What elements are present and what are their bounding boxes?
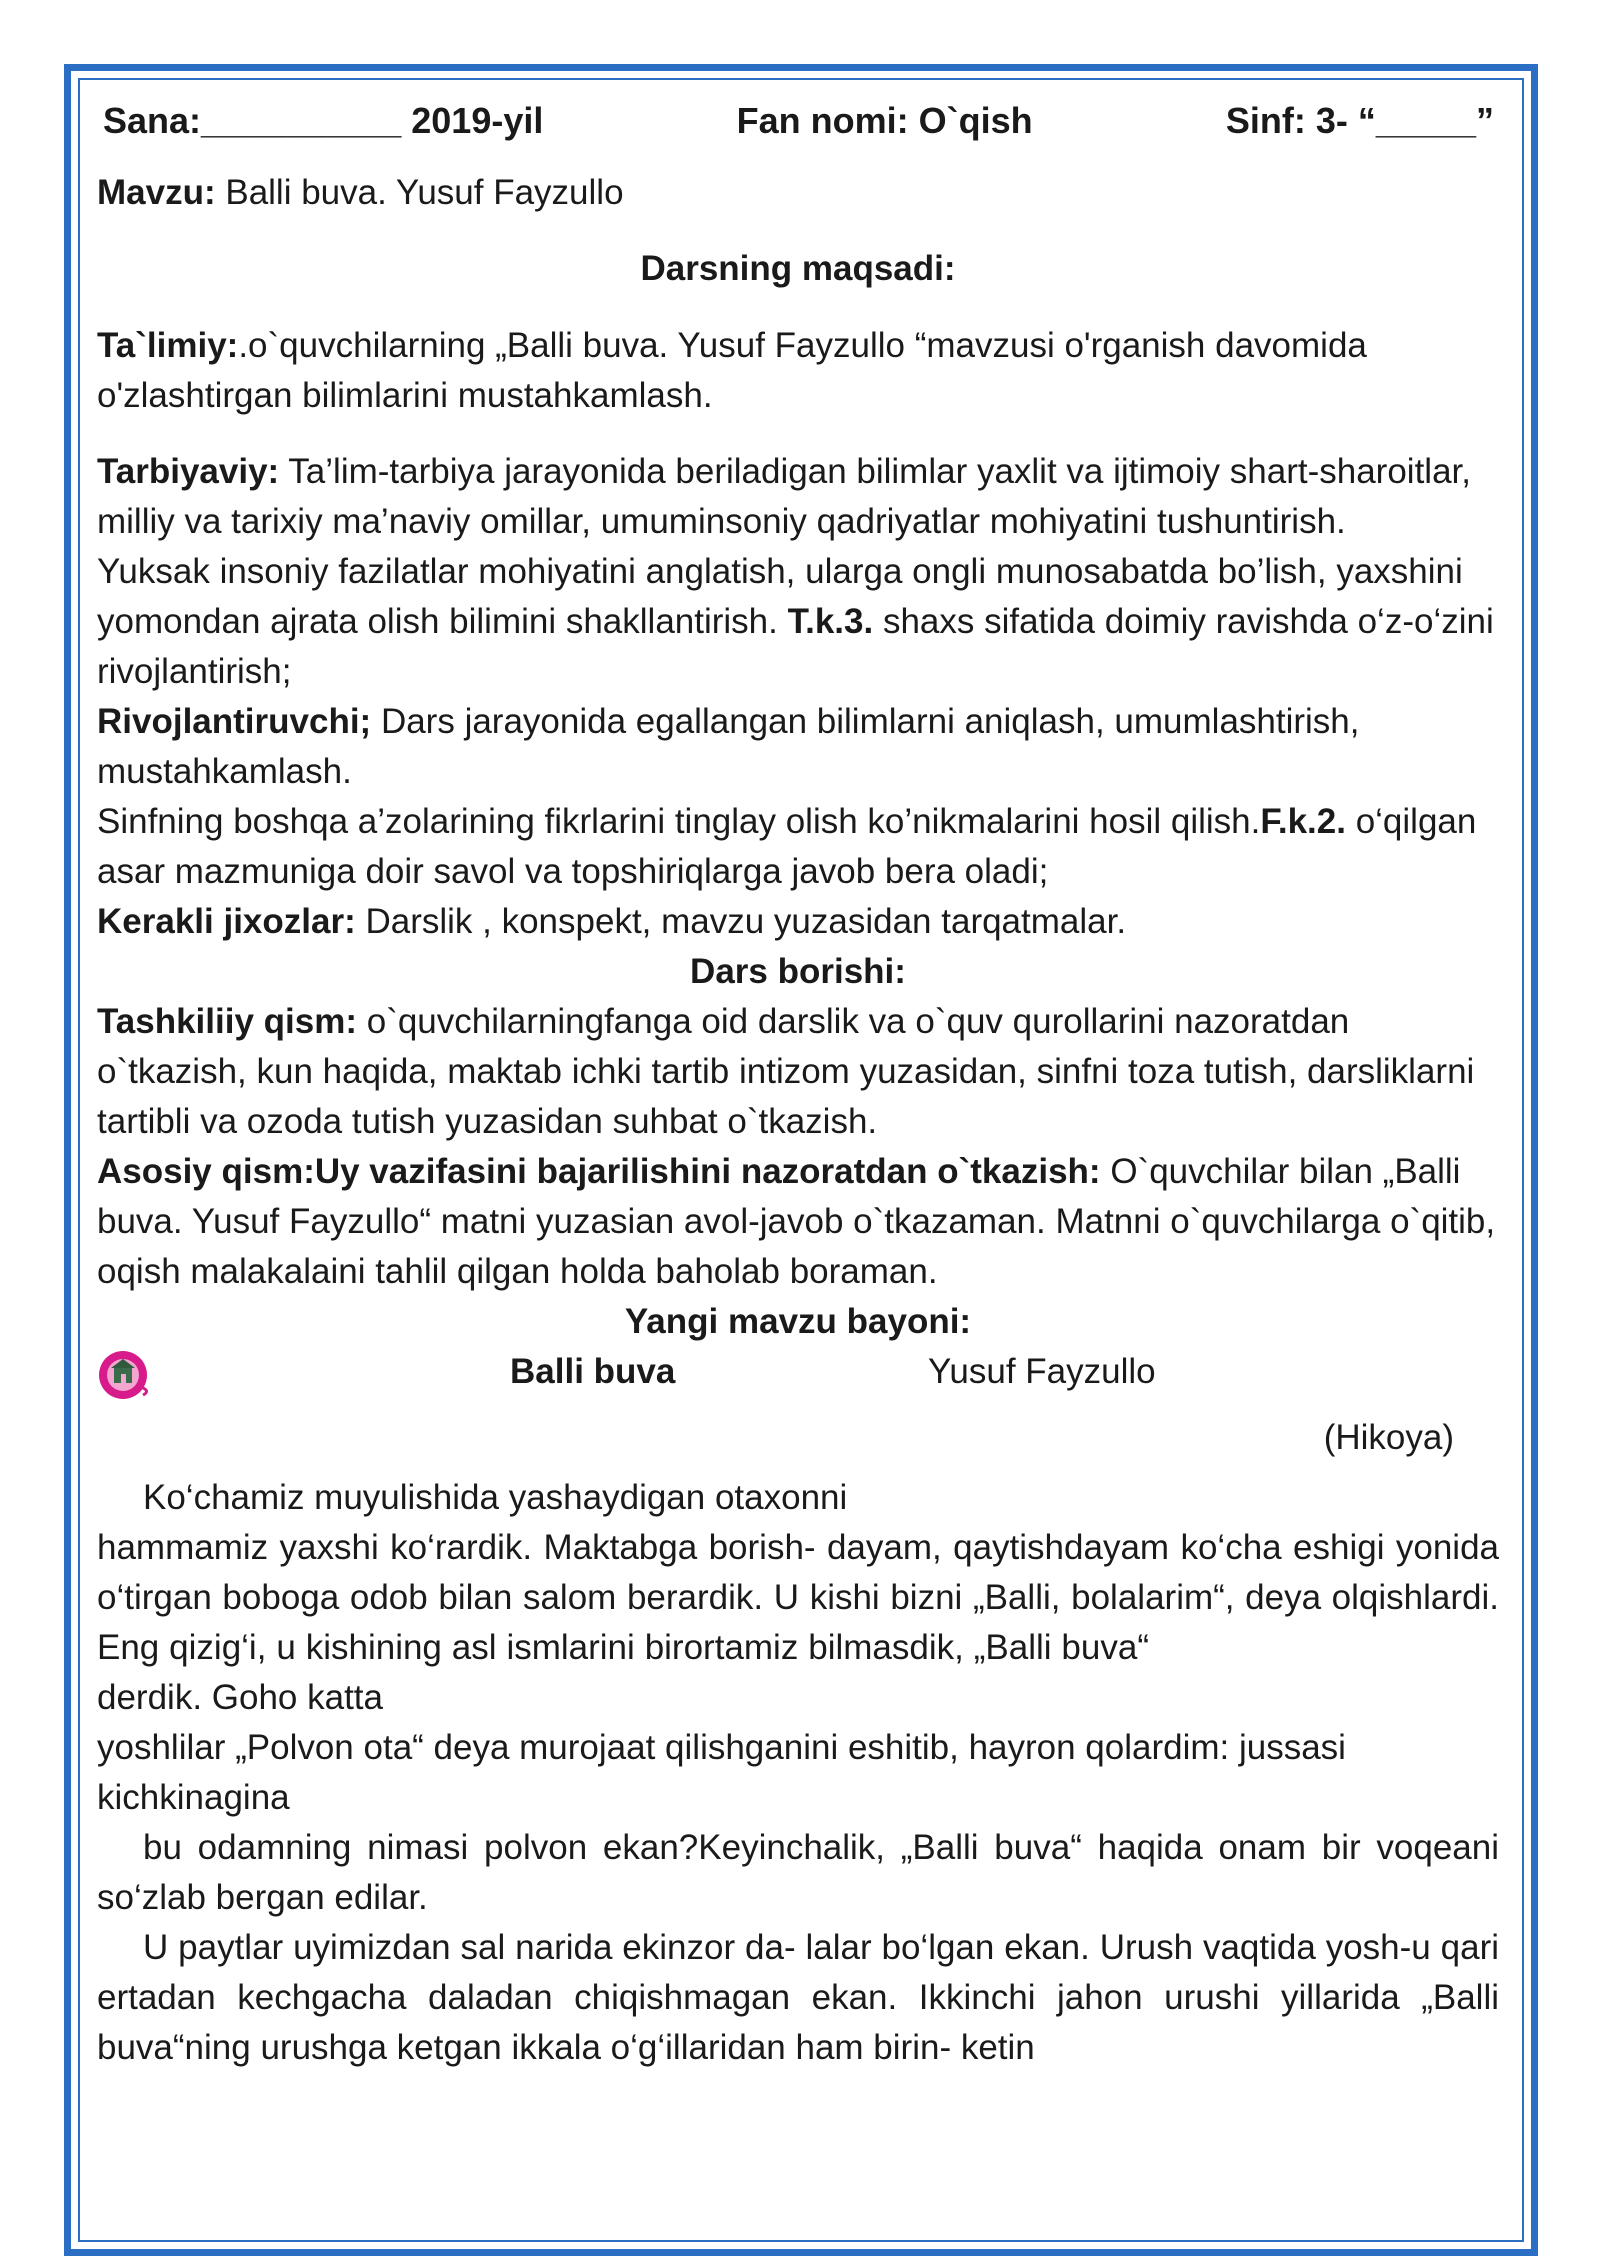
subject-field: Fan nomi: O`qish xyxy=(736,100,1033,141)
process-heading xyxy=(97,947,1499,997)
story-title-row xyxy=(97,1347,1499,1403)
upbringing-text: Ta’lim-tarbiya jarayonida beriladigan bilimlar yaxlit va ijtimoiy shart-sharoitlar, milliy va tarixiy ma’naviy omillar, umuminsoniy qadriyatlar mohiyatini tushuntirish. xyxy=(97,452,1471,541)
upbringing-label: Tarbiyaviy: xyxy=(97,452,280,491)
story-paragraph-1 xyxy=(97,1523,1499,1723)
story-paragraph-1-tail: derdik. Goho katta xyxy=(97,1678,383,1717)
educational-label: Ta`limiy: xyxy=(97,326,239,365)
main-part xyxy=(97,1147,1499,1297)
process-title: Dars borishi: xyxy=(690,952,906,991)
school-logo-icon xyxy=(97,1347,153,1403)
story-paragraph-1-text: hammamiz yaxshi ko‘rardik. Maktabga borish- dayam, qaytishdayam ko‘cha eshigi yonida o‘tirgan boboga odob bilan salom berardik. U kishi bizni „Balli, bolalarim“, deya olqishlardi. Eng qizig‘i, u kishining asl ismlarini birortamiz bilmasdik, „Balli buva“ xyxy=(97,1528,1499,1667)
equipment-line xyxy=(97,897,1499,947)
organizational-part xyxy=(97,997,1499,1147)
listening-text: Sinfning boshqa a’zolarining fikrlarini tinglay olish ko’nikmalarini hosil qilish. xyxy=(97,802,1261,841)
virtues-code: T.k.3. xyxy=(787,602,874,641)
story-paragraph-2: yoshlilar „Polvon ota“ deya murojaat qilishganini eshitib, hayron qolardim: jussasi kichkinagina xyxy=(97,1728,1346,1817)
developmental-goal xyxy=(97,697,1499,797)
equipment-text: Darslik , konspekt, mavzu yuzasidan tarqatmalar. xyxy=(355,902,1127,941)
main-part-label: Asosiy qism:Uy vazifasini bajarilishini nazoratdan o`tkazish: xyxy=(97,1152,1101,1191)
story-author: Yusuf Fayzullo xyxy=(928,1352,1156,1391)
virtues-paragraph xyxy=(97,547,1499,697)
story-first-line: Ko‘chamiz muyulishida yashaydigan otaxonni xyxy=(143,1478,848,1517)
goals-heading xyxy=(97,244,1499,294)
story-paragraph-3: bu odamning nimasi polvon ekan?Keyinchalik, „Balli buva“ haqida onam bir voqeani so‘zlab bergan edilar. xyxy=(97,1828,1499,1917)
equipment-label: Kerakli jixozlar: xyxy=(97,902,356,941)
story-paragraph-4: U paytlar uyimizdan sal narida ekinzor da- lalar bo‘lgan ekan. Urush vaqtida yosh-u qari ertadan kechgacha daladan chiqishmagan ekan. Ikkinchi jahon urushi yillarida „Balli buva“ning urushga ketgan ikkala o‘g‘illaridan ham birin- ketin xyxy=(97,1928,1499,2067)
virtues-text: Yuksak insoniy fazilatlar mohiyatini anglatish, ularga ongli munosabatda bo’lish, yaxshini yomondan ajrata olish bilimini shakllantirish. xyxy=(97,552,1463,641)
main-part-text: O`quvchilar bilan „Balli buva. Yusuf Fayzullo“ matni yuzasian avol-javob o`tkazaman. Matnni o`quvchilarga o`qitib, oqish malakalaini tahlil qilgan holda baholab boraman. xyxy=(97,1152,1496,1291)
goals-title: Darsning maqsadi: xyxy=(640,249,956,288)
story-genre: (Hikoya) xyxy=(1323,1418,1454,1457)
topic-line xyxy=(97,168,1499,218)
organizational-label: Tashkiliiy qism: xyxy=(97,1002,357,1041)
educational-goal xyxy=(97,321,1499,421)
header-row xyxy=(97,92,1499,150)
date-field: Sana:__________ 2019-yil xyxy=(103,100,544,141)
new-topic-title: Yangi mavzu bayoni: xyxy=(624,1302,972,1341)
developmental-label: Rivojlantiruvchi; xyxy=(97,702,372,741)
story-title: Balli buva xyxy=(510,1352,676,1391)
listening-tail: o‘qilgan asar mazmuniga doir savol va topshiriqlarga javob bera oladi; xyxy=(97,802,1477,891)
organizational-text: o`quvchilarningfanga oid darslik va o`quv qurollarini nazoratdan o`tkazish, kun haqida, maktab ichki tartib intizom yuzasidan, sinfni toza tutish, darsliklarni tartibli va ozoda tutish yuzasidan suhbat o`tkazish. xyxy=(97,1002,1475,1141)
upbringing-goal xyxy=(97,447,1499,547)
virtues-tail: shaxs sifatida doimiy ravishda o‘z-o‘zini rivojlantirish; xyxy=(97,602,1494,691)
topic-value: Balli buva. Yusuf Fayzullo xyxy=(215,173,624,212)
listening-paragraph xyxy=(97,797,1499,897)
developmental-text: Dars jarayonida egallangan bilimlarni aniqlash, umumlashtirish, mustahkamlash. xyxy=(97,702,1360,791)
new-topic-heading xyxy=(97,1297,1499,1347)
class-field: Sinf: 3- “_____” xyxy=(1225,100,1494,141)
lesson-plan xyxy=(97,92,1499,2073)
listening-code: F.k.2. xyxy=(1260,802,1346,841)
topic-label: Mavzu: xyxy=(97,173,216,212)
educational-text: .o`quvchilarning „Balli buva. Yusuf Fayzullo “mavzusi o'rganish davomida o'zlashtirgan bilimlarini mustahkamlash. xyxy=(97,326,1367,415)
